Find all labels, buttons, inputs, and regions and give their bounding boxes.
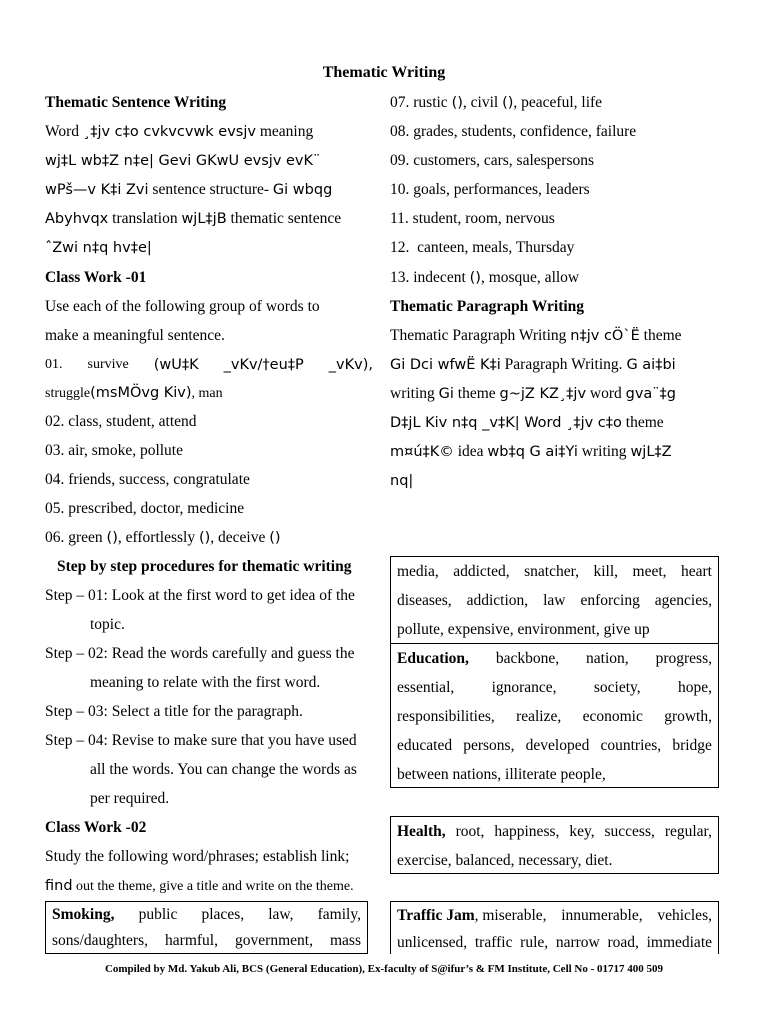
para-line-6 [390,471,413,491]
bangla-text: wjL‡Z [630,444,672,460]
word: theme [639,327,682,344]
intro-line-2 [45,151,320,171]
step-04-line-1: Step – 04: Revise to make sure that you have used [45,732,357,749]
word: , peaceful, life [513,94,603,111]
bangla-text: () [198,530,211,546]
bangla-text: ˆZwi n‡q hv‡e| [45,240,152,256]
intro-text: Word [45,123,83,140]
bangla-text: (wU‡K [153,357,199,373]
step-04-line-3: per required. [90,790,170,807]
bangla-text: wj‡L wb‡Z n‡e| Gevi GKwU evsjv evK¨ [45,153,321,169]
intro-line-4 [45,209,341,229]
word: developed [525,737,590,754]
word: immediate [646,934,712,951]
word: innumerable, [561,907,643,924]
box1-line-2 [391,586,718,615]
word: root, [455,823,485,840]
classwork-1-heading: Class Work -01 [45,269,147,286]
word: enforcing [580,592,640,609]
intro-text: translation [108,210,182,227]
word: , deceive [210,529,270,546]
bangla-text: ¸‡jv c‡o cvkvcvwk evsjv [82,124,256,140]
word: law, [268,906,294,923]
word: , mosque, allow [480,269,580,286]
item-01-line-1 [45,355,373,375]
para-line-5 [390,442,672,462]
word: out the theme, give a title and write on the theme. [72,879,354,894]
word: rule, [520,934,549,951]
education-line-1 [391,644,718,673]
word: happiness, [494,823,560,840]
bangla-text: () [106,530,118,546]
classwork-2-heading: Class Work -02 [45,819,147,836]
word: snatcher, [524,563,580,580]
item-08: 08. grades, students, confidence, failure [390,123,637,140]
word: writing [390,385,439,402]
box1-line-3: pollute, expensive, environment, give up [397,621,650,638]
smoking-line-2 [46,928,367,954]
bangla-text: wb‡q G ai‡Yi [487,444,578,460]
word: public [138,906,178,923]
word: word [586,385,626,402]
word: mass [329,932,361,949]
section-heading-sentence: Thematic Sentence Writing [45,94,227,111]
bangla-text: Gi Dci wfwË K‡i [390,357,501,373]
cw1-instruction-2: make a meaningful sentence. [45,327,225,344]
intro-line-1 [45,122,313,142]
intro-text: sentence structure- [148,181,273,198]
word: unlicensed, [397,934,468,951]
bangla-text: wPš—v K‡i Zvi [45,182,149,198]
bangla-text: gva¨‡g [625,386,677,402]
item-13 [390,268,579,288]
word: , man [191,386,223,401]
step-03-line-1: Step – 03: Select a title for the paragraph. [45,703,303,720]
word: countries, [600,737,662,754]
word: places, [201,906,245,923]
step-01-line-1: Step – 01: Look at the first word to get idea of the [45,587,355,604]
item-05: 05. prescribed, doctor, medicine [45,500,245,517]
bangla-text: wjL‡jB [181,211,227,227]
bangla-text: Abyhvqx [45,211,109,227]
cw2-instruction-1: Study the following word/phrases; establish link; [45,848,350,865]
topic-word: Education, [397,650,469,667]
word: 06. green [45,529,107,546]
para-line-3 [390,384,676,404]
word: idea [453,443,488,460]
intro-line-3 [45,180,332,200]
word: regular, [664,823,712,840]
health-box [390,816,719,874]
word: 07. rustic [390,94,452,111]
bangla-text: _vKv), [328,357,373,373]
education-line-3 [391,702,718,731]
education-line-5: between nations, illiterate people, [397,766,606,783]
item-04: 04. friends, success, congratulate [45,471,250,488]
word: traffic [474,934,513,951]
word: Paragraph Writing. [500,356,627,373]
word: agencies, [654,592,712,609]
step-02-line-2: meaning to relate with the first word. [90,674,321,691]
para-line-2 [390,355,676,375]
word: sons/daughters, [52,932,149,949]
intro-text: thematic sentence [226,210,342,227]
smoking-box [45,901,368,954]
intro-text: meaning [255,123,314,140]
word: , effortlessly [117,529,199,546]
word: ignorance, [491,679,557,696]
education-line-2 [391,673,718,702]
item-10: 10. goals, performances, leaders [390,181,590,198]
word: theme [453,385,500,402]
cw2-instruction-2 [45,876,354,897]
topic-phrase [397,902,547,929]
page-title: Thematic Writing [322,64,446,81]
word: success, [604,823,655,840]
word: responsibilities, [397,708,495,725]
word: heart [681,563,712,580]
smoking-line-1 [46,902,367,928]
bangla-text: Gi wbqg [272,182,333,198]
box1-line-1 [391,557,718,586]
word: addiction, [466,592,529,609]
word: bridge [672,737,712,754]
item-01-line-2 [45,383,223,404]
bangla-text: D‡jL Kiv n‡q _v‡K| Word ¸‡jv c‡o [390,415,622,431]
bangla-text: () [269,530,281,546]
step-02-line-1: Step – 02: Read the words carefully and guess the [45,645,355,662]
bangla-text: _vKv/†eu‡P [223,357,304,373]
bangla-text: nq| [390,473,414,489]
word: find [45,878,73,894]
cw1-instruction-1: Use each of the following group of words to [45,298,320,315]
word: harmful, [165,932,218,949]
word: addicted, [453,563,510,580]
word: key, [569,823,595,840]
education-line-4 [391,731,718,760]
word: Thematic Paragraph Writing [390,327,571,344]
word: meet, [632,563,667,580]
word: diseases, [397,592,452,609]
word: survive [87,357,129,372]
word: nation, [586,650,629,667]
word: government, [235,932,313,949]
traffic-line-1 [391,902,718,929]
word: narrow [555,934,600,951]
word: economic [582,708,643,725]
topic-word: Health, [397,823,446,840]
word: progress, [655,650,712,667]
para-line-1 [390,326,682,346]
word: , civil [462,94,503,111]
word: writing [577,443,631,460]
step-04-line-2: all the words. You can change the words as [90,761,357,778]
bangla-text: g~jZ KZ¸‡jv [499,386,587,402]
bangla-text: () [469,270,481,286]
word: 01. [45,357,63,372]
word: law [543,592,566,609]
word: backbone, [495,650,560,667]
word: educated [397,737,453,754]
word: kill, [593,563,619,580]
topic-word: Smoking, [52,906,115,923]
word: vehicles, [657,907,712,924]
health-line-2: exercise, balanced, necessary, diet. [397,852,613,869]
item-02: 02. class, student, attend [45,413,197,430]
step-01-line-2: topic. [90,616,125,633]
bangla-text: (msMÖvg Kiv) [90,385,192,401]
bangla-text: m¤ú‡K© [390,444,454,460]
intro-line-5 [45,238,152,258]
page-footer: Compiled by Md. Yakub Ali, BCS (General Education), Ex-faculty of S@ifur’s & FM Institute, Cell No - 01717 400 509 [104,963,664,975]
item-07 [390,93,602,113]
item-06 [45,528,281,548]
word: persons, [463,737,515,754]
word: theme [621,414,664,431]
bangla-text: Gi [438,386,454,402]
word: family, [317,906,361,923]
bangla-text: () [502,95,514,111]
traffic-jam-box [390,901,719,954]
health-line-1 [391,817,718,846]
word: hope, [677,679,712,696]
bangla-text: () [451,95,463,111]
word: , miserable, [474,907,547,924]
item-09: 09. customers, cars, salespersons [390,152,595,169]
item-03: 03. air, smoke, pollute [45,442,183,459]
word: realize, [516,708,562,725]
word: growth, [664,708,712,725]
traffic-line-2 [391,929,718,956]
word: 13. indecent [390,269,470,286]
education-box [390,643,719,788]
steps-heading: Step by step procedures for thematic writing [57,558,352,575]
topic-word: Traffic Jam [397,907,475,924]
word: society, [593,679,641,696]
para-line-4 [390,413,664,433]
section-heading-paragraph: Thematic Paragraph Writing [390,298,585,315]
bangla-text: G ai‡bi [626,357,676,373]
bangla-text: n‡jv cÖ`Ë [570,328,640,344]
word: struggle [45,386,91,401]
word: road, [607,934,639,951]
word-box-continued [390,556,719,644]
word: media, [397,563,439,580]
item-12: 12. canteen, meals, Thursday [390,239,575,256]
item-11: 11. student, room, nervous [390,210,555,227]
word: essential, [397,679,455,696]
